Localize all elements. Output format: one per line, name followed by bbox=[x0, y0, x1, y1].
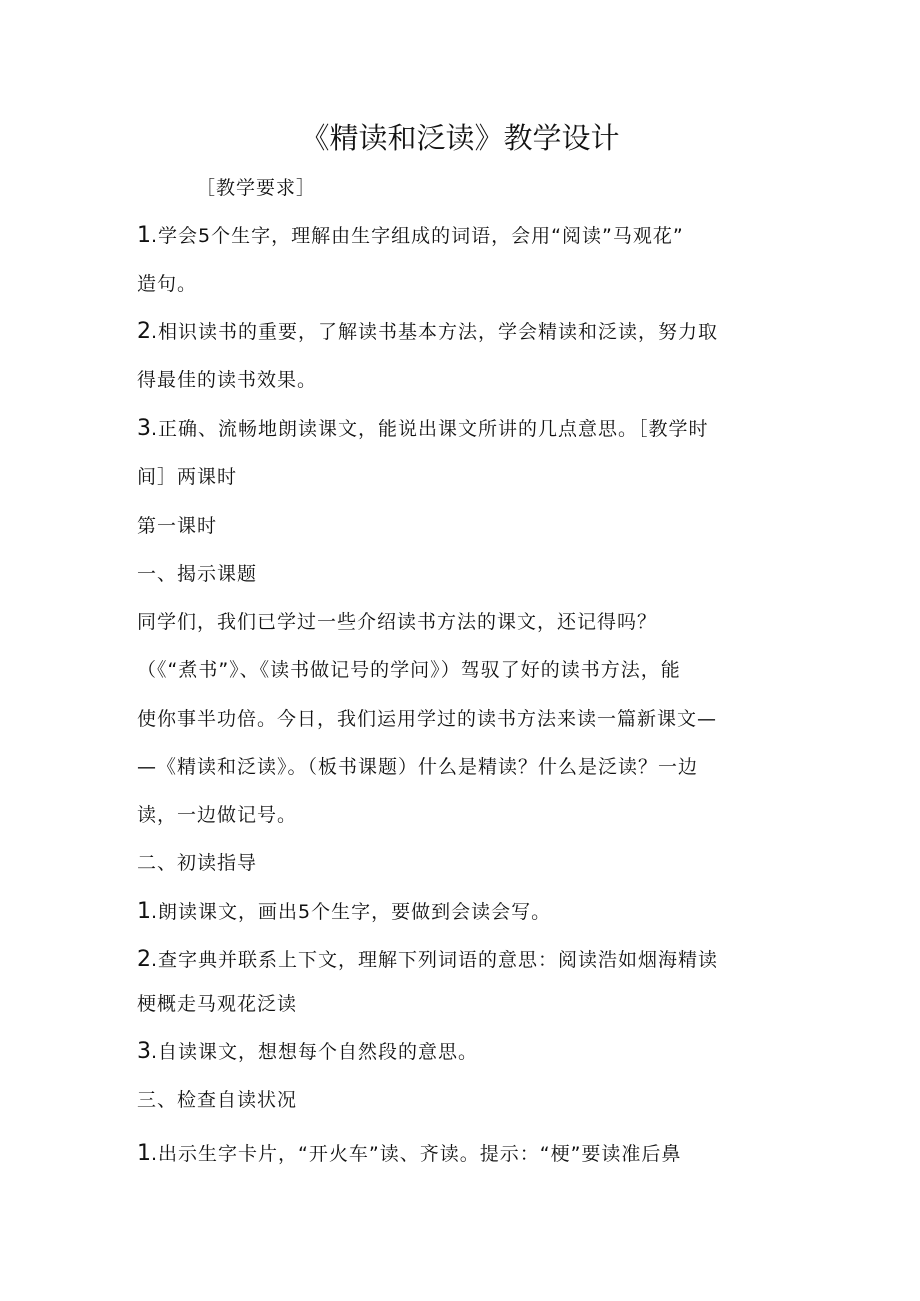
item-number: 1 bbox=[137, 223, 151, 248]
text-line bbox=[137, 896, 797, 928]
text-line bbox=[137, 1138, 797, 1170]
item-number: 1 bbox=[137, 899, 151, 924]
line-text: 造句。 bbox=[137, 273, 198, 295]
text-line bbox=[137, 364, 797, 396]
line-text: 得最佳的读书效果。 bbox=[137, 369, 318, 391]
line-text: .朗读课文，画出5个生字，要做到会读会写。 bbox=[151, 901, 552, 923]
text-line bbox=[137, 1036, 797, 1068]
line-text: ［教学要求］ bbox=[196, 177, 317, 199]
text-line bbox=[137, 654, 797, 686]
line-text: 梗概走马观花泛读 bbox=[137, 993, 298, 1015]
document-title: 《精读和泛读》教学设计 bbox=[300, 121, 620, 155]
line-text: 二、初读指导 bbox=[137, 852, 258, 874]
section-heading-requirements bbox=[196, 172, 856, 204]
item-number: 3 bbox=[137, 416, 151, 441]
text-line bbox=[137, 944, 797, 976]
section-heading-first-reading bbox=[137, 847, 797, 879]
line-text: 读，一边做记号。 bbox=[137, 804, 298, 826]
line-text: .自读课文，想想每个自然段的意思。 bbox=[151, 1041, 479, 1063]
text-line bbox=[137, 220, 797, 252]
text-line bbox=[137, 413, 797, 445]
line-text: 三、检查自读状况 bbox=[137, 1089, 298, 1111]
line-text: .学会5个生字，理解由生字组成的词语，会用“阅读”马观花” bbox=[151, 225, 684, 247]
line-text: —《精读和泛读》。（板书课题）什么是精读？什么是泛读？一边 bbox=[137, 756, 699, 778]
text-line bbox=[137, 316, 797, 348]
section-heading-lesson-one bbox=[137, 510, 797, 542]
line-text: 一、揭示课题 bbox=[137, 563, 258, 585]
section-heading-check bbox=[137, 1084, 797, 1116]
item-number: 2 bbox=[137, 319, 151, 344]
text-line bbox=[137, 461, 797, 493]
section-heading-topic bbox=[137, 558, 797, 590]
item-number: 1 bbox=[137, 1141, 151, 1166]
item-number: 3 bbox=[137, 1039, 151, 1064]
line-text: .相识读书的重要，了解读书基本方法，学会精读和泛读，努力取 bbox=[151, 321, 719, 343]
text-line bbox=[137, 751, 797, 783]
line-text: .出示生字卡片，“开火车”读、齐读。提示：“梗”要读准后鼻 bbox=[151, 1143, 682, 1165]
text-line bbox=[137, 606, 797, 638]
text-line bbox=[137, 268, 797, 300]
text-line bbox=[137, 703, 797, 735]
item-number: 2 bbox=[137, 947, 151, 972]
line-text: 同学们，我们已学过一些介绍读书方法的课文，还记得吗？ bbox=[137, 611, 658, 633]
line-text: 第一课时 bbox=[137, 515, 218, 537]
line-text: .查字典并联系上下文，理解下列词语的意思：阅读浩如烟海精读 bbox=[151, 949, 719, 971]
line-text: 使你事半功倍。今日，我们运用学过的读书方法来读一篇新课文— bbox=[137, 708, 718, 730]
line-text: .正确、流畅地朗读课文，能说出课文所讲的几点意思。［教学时 bbox=[151, 418, 709, 440]
line-text: 间］两课时 bbox=[137, 466, 238, 488]
line-text: （《“煮书”》、《读书做记号的学问》）驾驭了好的读书方法，能 bbox=[137, 659, 681, 681]
text-line bbox=[137, 988, 797, 1020]
text-line bbox=[137, 799, 797, 831]
